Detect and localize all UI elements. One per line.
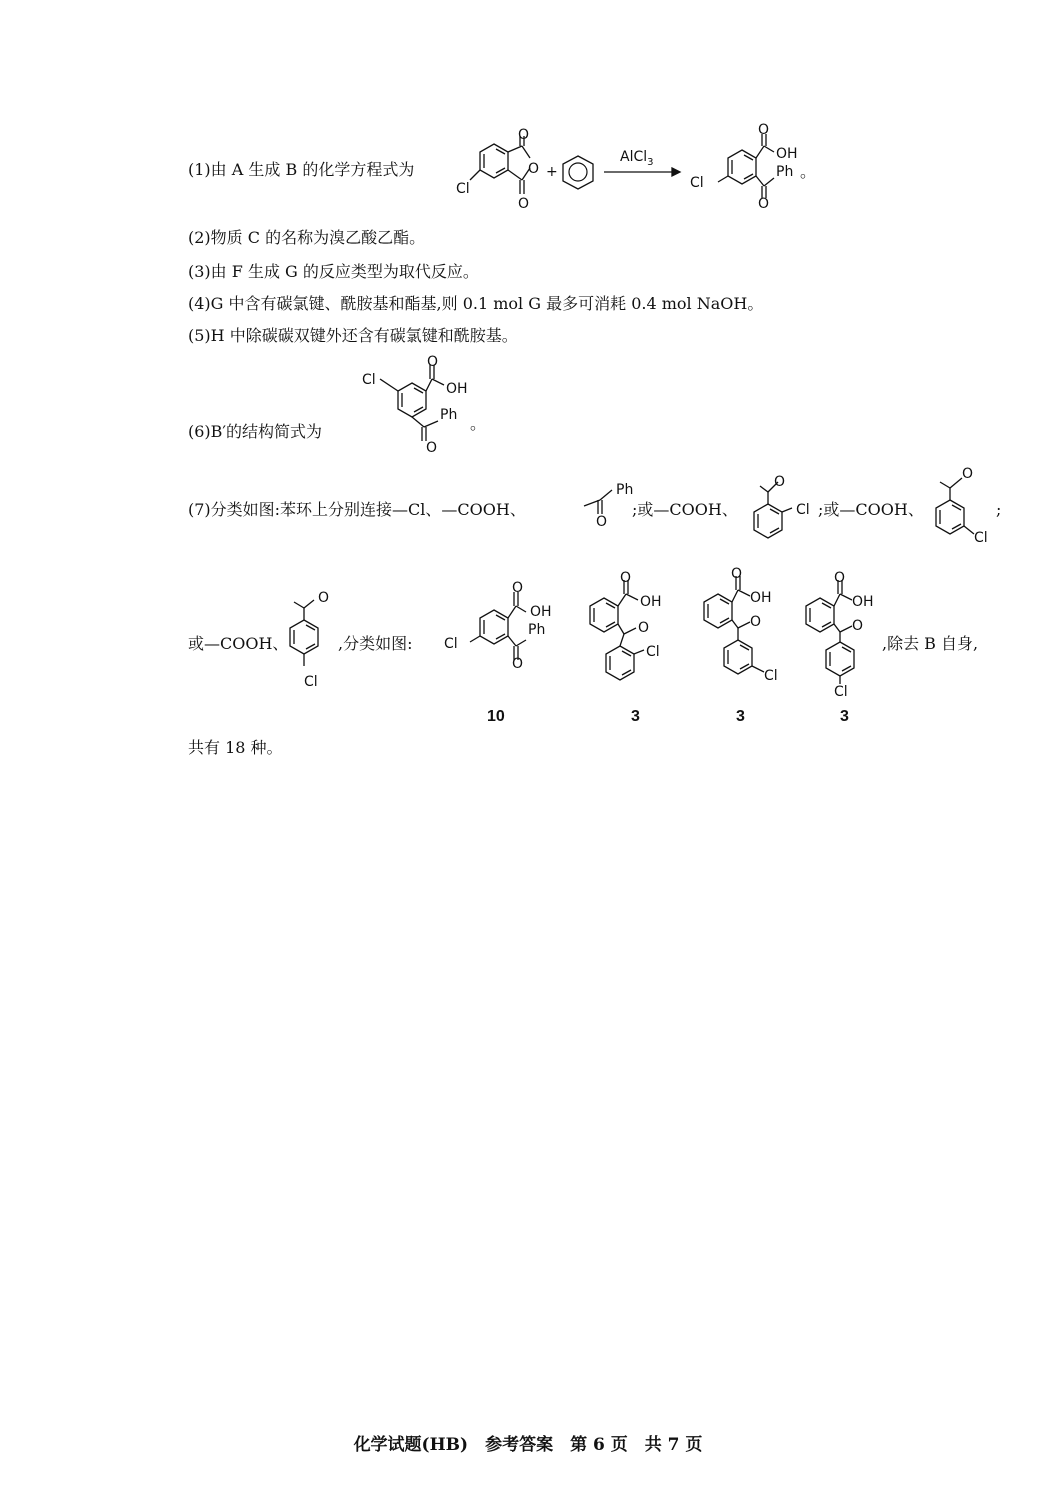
- anhydride-o-top: O: [518, 127, 530, 143]
- class-structure-2: [576, 570, 676, 690]
- anhydride-cl: Cl: [456, 181, 470, 197]
- q7-intro: (7)分类如图:苯环上分别连接—Cl、—COOH、: [188, 500, 526, 519]
- b-prime-o-top: O: [427, 354, 439, 370]
- q3-text: (3)由 F 生成 G 的反应类型为取代反应。: [188, 262, 479, 281]
- class4-o-top: O: [834, 570, 846, 586]
- q6-end: 。: [470, 414, 487, 433]
- q7-seg2: ;或—COOH、: [632, 500, 738, 519]
- ortho-fragment-o: O: [774, 474, 786, 490]
- product-b-o-top: O: [758, 122, 770, 138]
- para-fragment-cl: Cl: [304, 674, 318, 690]
- q7-seg3-end: ;: [996, 500, 1002, 519]
- count-4: 3: [840, 708, 849, 725]
- class3-o-mid: O: [750, 614, 762, 630]
- class2-o-mid: O: [638, 620, 650, 636]
- q7-seg3: ;或—COOH、: [818, 500, 924, 519]
- q6-text: (6)B′的结构简式为: [188, 422, 323, 441]
- reaction-arrow: [604, 165, 684, 179]
- class3-oh: OH: [750, 590, 772, 606]
- benzene-structure: [560, 154, 600, 194]
- anhydride-o-bottom: O: [518, 196, 530, 212]
- q1-end: 。: [800, 162, 817, 181]
- class3-cl: Cl: [764, 668, 778, 684]
- q2-text: (2)物质 C 的名称为溴乙酸乙酯。: [188, 228, 426, 247]
- ortho-chlorobenzoyl-fragment: [740, 472, 800, 552]
- q7-total: 共有 18 种。: [188, 738, 283, 757]
- reagent-subscript: 3: [647, 156, 654, 168]
- b-prime-oh: OH: [446, 381, 468, 397]
- benzoyl-o: O: [596, 514, 608, 530]
- b-prime-cl: Cl: [362, 372, 376, 388]
- class1-cl: Cl: [444, 636, 458, 652]
- class-structure-3: [688, 568, 798, 698]
- count-3: 3: [736, 708, 745, 725]
- para-fragment-o: O: [318, 590, 330, 606]
- class2-o-top: O: [620, 570, 632, 586]
- class1-ph: Ph: [528, 622, 546, 638]
- b-prime-ph: Ph: [440, 407, 458, 423]
- product-b-o-bottom: O: [758, 196, 770, 212]
- class1-o-bottom: O: [512, 656, 524, 672]
- product-b-cl: Cl: [690, 175, 704, 191]
- class1-oh: OH: [530, 604, 552, 620]
- class4-cl: Cl: [834, 684, 848, 700]
- q7-seg6: ,除去 B 自身,: [882, 634, 979, 653]
- b-prime-structure: [340, 355, 480, 465]
- q7-seg4: 或—COOH、: [188, 634, 289, 653]
- q7-seg5: ,分类如图:: [338, 634, 413, 653]
- class1-o-top: O: [512, 580, 524, 596]
- class3-o-top: O: [731, 566, 743, 582]
- class4-o-mid: O: [852, 618, 864, 634]
- reagent-formula: AlCl: [620, 149, 648, 165]
- page-footer: 化学试题(HB) 参考答案 第 6 页 共 7 页: [353, 1435, 703, 1455]
- count-1: 10: [487, 708, 505, 725]
- class4-oh: OH: [852, 594, 874, 610]
- product-b-oh: OH: [776, 146, 798, 162]
- meta-fragment-o: O: [962, 466, 974, 482]
- q1-text: (1)由 A 生成 B 的化学方程式为: [188, 160, 415, 179]
- count-2: 3: [631, 708, 640, 725]
- product-b-ph: Ph: [776, 164, 794, 180]
- meta-chlorobenzoyl-fragment: [930, 470, 1000, 550]
- b-prime-o-bottom: O: [426, 440, 438, 456]
- q4-text: (4)G 中含有碳氯键、酰胺基和酯基,则 0.1 mol G 最多可消耗 0.4 mol NaOH。: [188, 294, 764, 313]
- class2-oh: OH: [640, 594, 662, 610]
- ortho-fragment-cl: Cl: [796, 502, 810, 518]
- plus-sign: +: [546, 164, 558, 180]
- benzoyl-ph: Ph: [616, 482, 634, 498]
- q5-text: (5)H 中除碳碳双键外还含有碳氯键和酰胺基。: [188, 326, 518, 345]
- meta-fragment-cl: Cl: [974, 530, 988, 546]
- class2-cl: Cl: [646, 644, 660, 660]
- anhydride-o-ring: O: [528, 161, 540, 177]
